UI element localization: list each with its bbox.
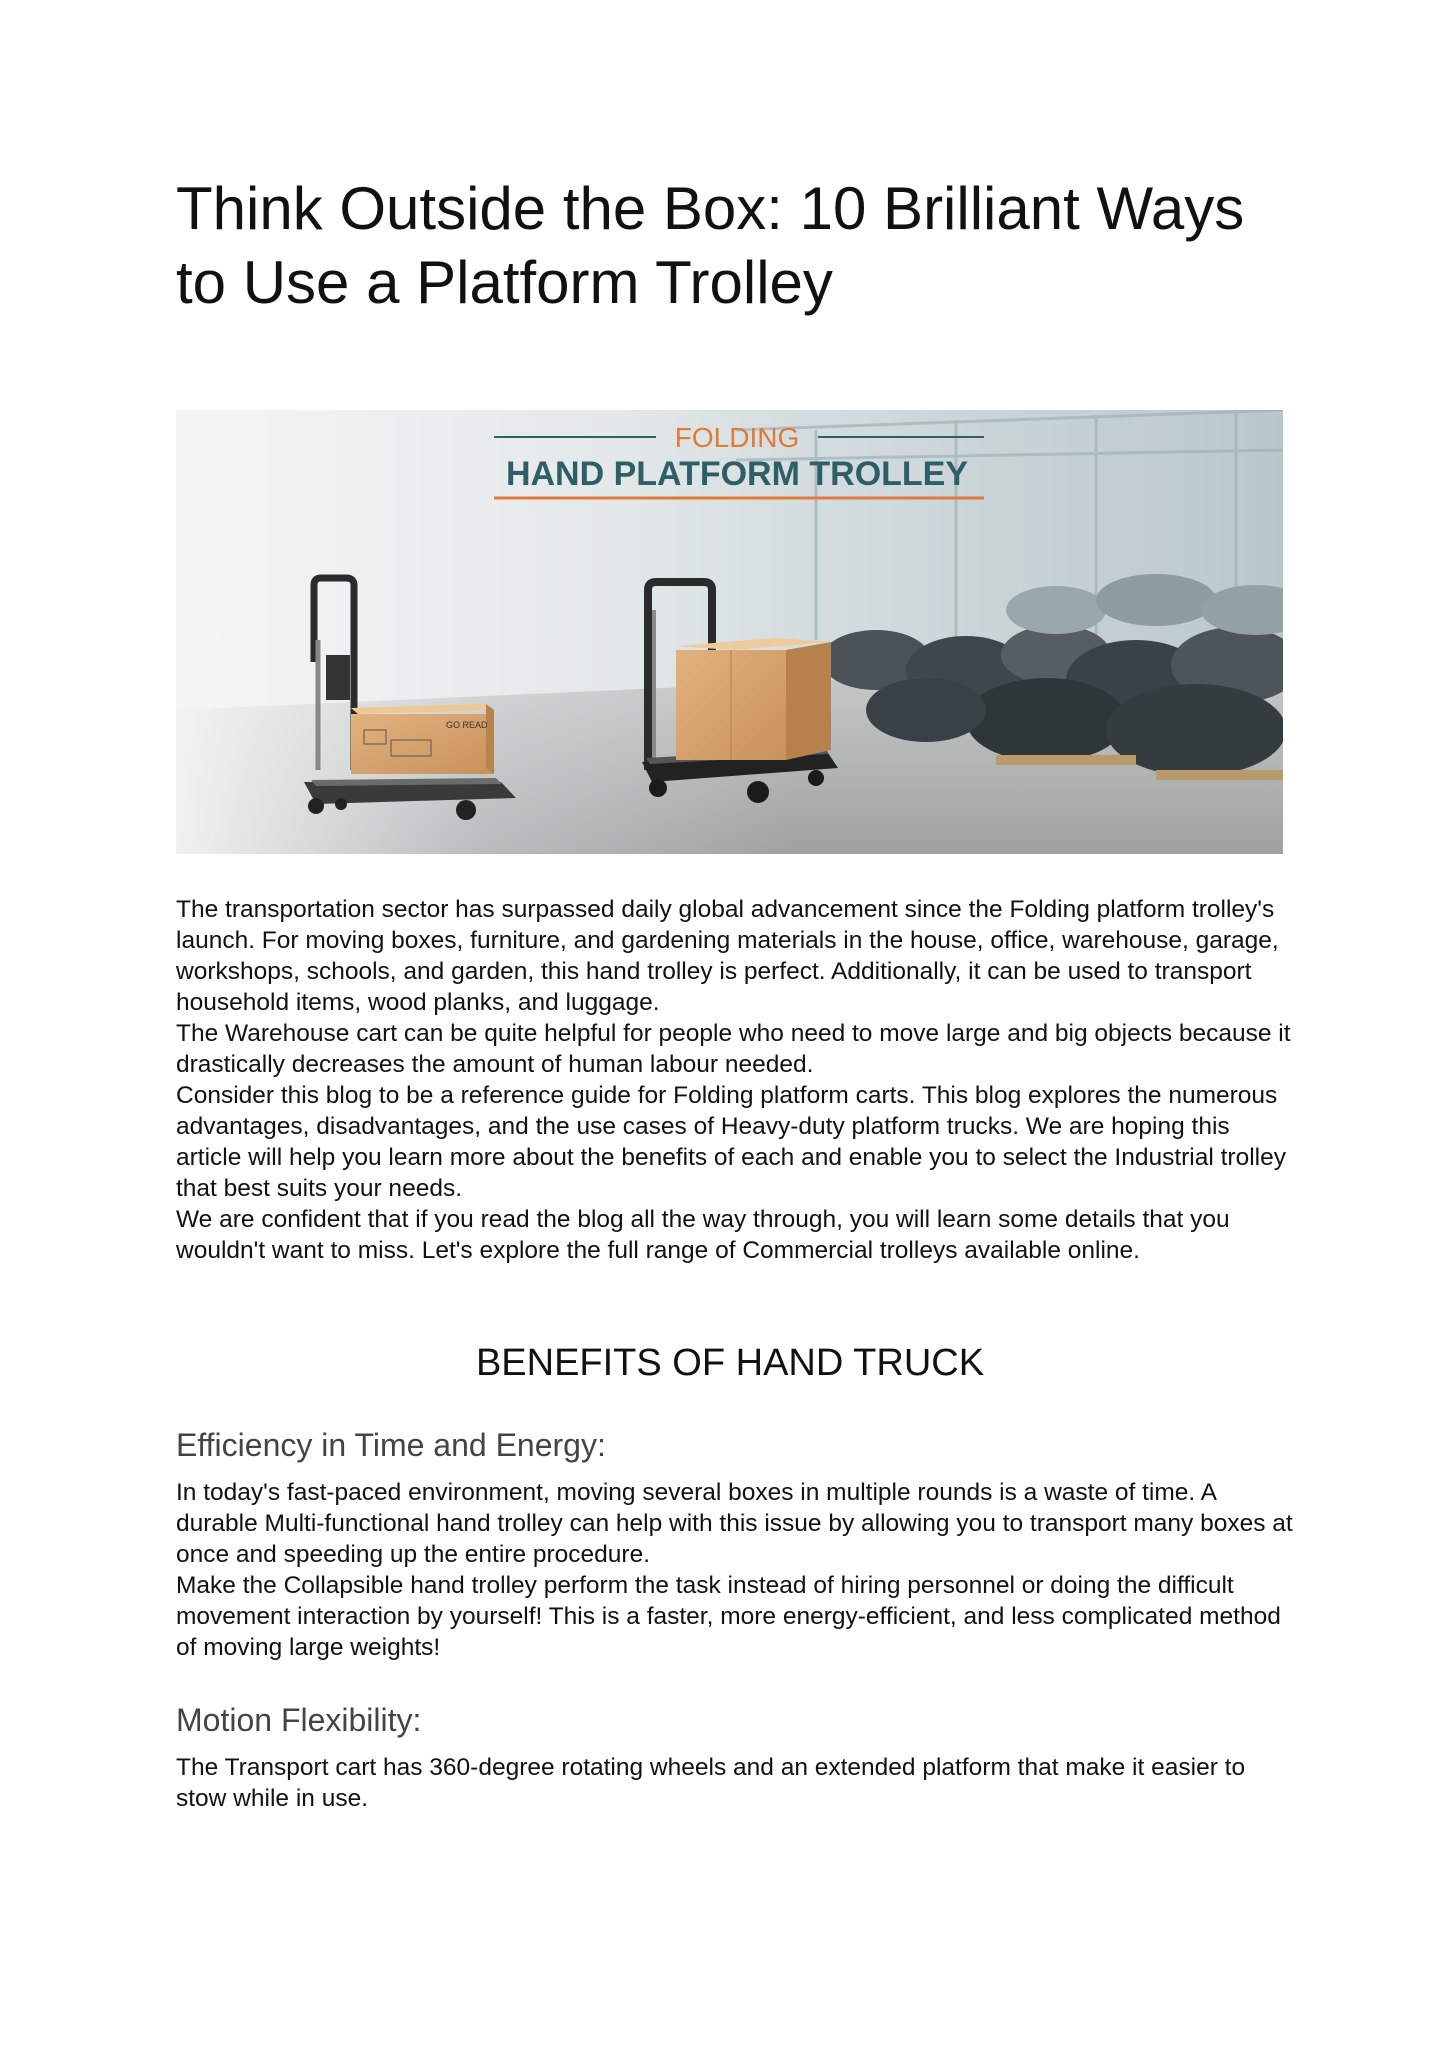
intro-section (176, 894, 1296, 1266)
box-label: GO READ (446, 720, 488, 730)
intro-paragraph: The transportation sector has surpassed daily global advancement since the Folding platform trolley's launch. For moving boxes, furniture, and gardening materials in the house, office, warehouse, garage, workshops, schools, and garden, this hand trolley is perfect. Additionally, it can be used to transport household items, wood planks, and luggage. (176, 896, 1279, 1016)
intro-paragraph: Consider this blog to be a reference guide for Folding platform carts. This blog explores the numerous advantages, disadvantages, and the use cases of Heavy-duty platform trucks. We are hoping this article will help you learn more about the benefits of each and enable you to select the Industrial trolley that best suits your needs. (176, 1082, 1286, 1202)
efficiency-section (176, 1477, 1296, 1663)
intro-paragraph: The Warehouse cart can be quite helpful for people who need to move large and big objects because it drastically decreases the amount of human labour needed. (176, 1020, 1291, 1078)
hero-image (176, 410, 1283, 854)
efficiency-paragraph: In today's fast-paced environment, moving several boxes in multiple rounds is a waste of time. A durable Multi-functional hand trolley can help with this issue by allowing you to transport many boxes at once and speeding up the entire procedure. (176, 1479, 1293, 1568)
efficiency-subheading: Efficiency in Time and Energy: (176, 1427, 606, 1463)
motion-section (176, 1752, 1296, 1814)
hero-heading: HAND PLATFORM TROLLEY (505, 455, 969, 493)
hero-kicker: FOLDING (674, 422, 800, 453)
motion-subheading: Motion Flexibility: (176, 1702, 422, 1738)
motion-paragraph: The Transport cart has 360-degree rotating wheels and an extended platform that make it easier to stow while in use. (176, 1754, 1246, 1812)
benefits-heading: BENEFITS OF HAND TRUCK (475, 1342, 985, 1384)
efficiency-paragraph: Make the Collapsible hand trolley perform the task instead of hiring personnel or doing the difficult movement interaction by yourself! This is a faster, more energy-efficient, and less complicated method of moving large weights! (176, 1572, 1281, 1661)
page-title: Think Outside the Box: 10 Brilliant Ways to Use a Platform Trolley (176, 175, 1245, 316)
intro-paragraph: We are confident that if you read the blog all the way through, you will learn some details that you wouldn't want to miss. Let's explore the full range of Commercial trolleys available online. (176, 1206, 1230, 1264)
